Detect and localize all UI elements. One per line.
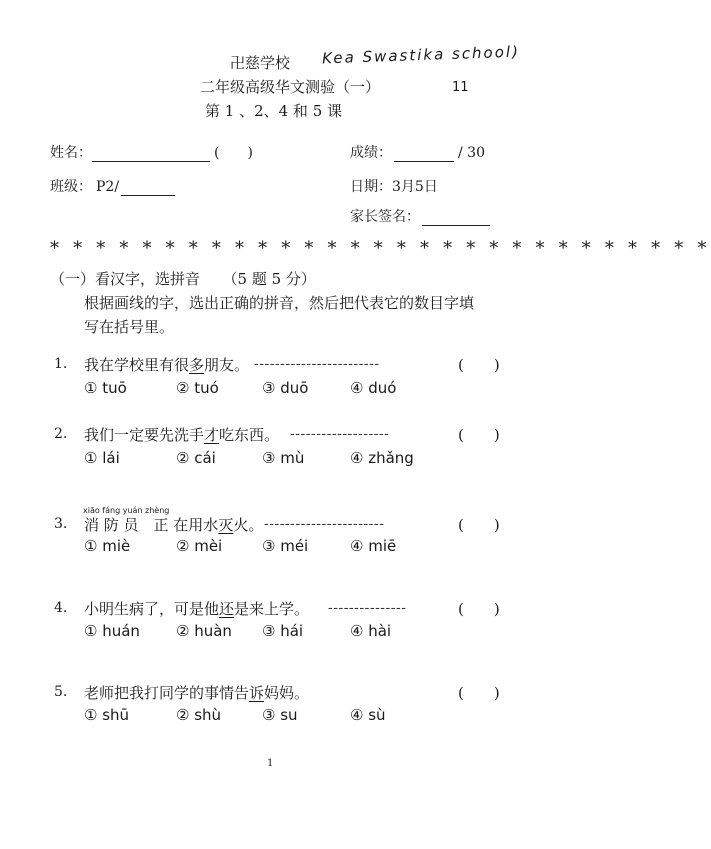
- question-text: 老师把我打同学的事情告诉妈妈。: [84, 684, 310, 702]
- score-label: 成绩：: [350, 145, 392, 161]
- question-text: 消 防 员 正 在用水灭火。: [84, 516, 264, 534]
- target-char: 才: [204, 426, 220, 444]
- class-value: P2/: [96, 179, 120, 195]
- option-4[interactable]: ④ miē: [350, 537, 397, 555]
- option-3[interactable]: ③ su: [262, 706, 298, 724]
- instruction-line-2: 写在括号里。: [84, 318, 175, 336]
- question-text: 我们一定要先洗手才吃东西。: [84, 426, 280, 444]
- test-title: 二年级高级华文测验（一）: [200, 78, 381, 96]
- question-number: 5.: [54, 684, 68, 700]
- answer-paren[interactable]: ( ): [458, 684, 500, 702]
- option-4[interactable]: ④ zhǎng: [350, 449, 414, 467]
- class-blank[interactable]: [121, 181, 175, 196]
- question-text: 我在学校里有很多朋友。: [84, 356, 250, 374]
- option-1[interactable]: ① shū: [84, 706, 130, 724]
- option-2[interactable]: ② huàn: [176, 622, 232, 640]
- name-label: 姓名：: [50, 145, 92, 161]
- parent-blank[interactable]: [422, 211, 490, 226]
- option-4[interactable]: ④ sù: [350, 706, 386, 724]
- question-text: 小明生病了，可是他还是来上学。: [84, 600, 310, 618]
- date-value: 3月5日: [392, 179, 438, 195]
- answer-leader: ------------------------: [254, 356, 380, 372]
- answer-paren[interactable]: ( ): [458, 516, 500, 534]
- name-blank[interactable]: [92, 147, 210, 162]
- question-number: 3.: [54, 516, 68, 532]
- option-2[interactable]: ② mèi: [176, 537, 223, 555]
- answer-leader: -----------------------: [264, 516, 385, 532]
- name-field: [50, 142, 253, 162]
- score-blank[interactable]: [394, 147, 454, 162]
- answer-leader: ---------------: [328, 600, 407, 616]
- question-number: 4.: [54, 600, 68, 616]
- target-char: 多: [189, 356, 205, 374]
- option-1[interactable]: ① tuō: [84, 379, 127, 397]
- target-char: 灭: [218, 516, 234, 534]
- section-title: （一）看汉字，选拼音 （5 题 5 分）: [50, 270, 316, 288]
- score-field: [350, 142, 485, 162]
- question-number: 2.: [54, 426, 68, 442]
- instruction-line-1: 根据画线的字，选出正确的拼音，然后把代表它的数目字填: [84, 294, 475, 312]
- handwritten-note: Kea Swastika school): [321, 42, 521, 68]
- option-1[interactable]: ① huán: [84, 622, 140, 640]
- answer-paren[interactable]: ( ): [458, 600, 500, 618]
- score-total: / 30: [458, 145, 485, 161]
- pinyin-annotation: xiāo fáng yuán zhèng: [83, 506, 170, 515]
- date-label: 日期：: [350, 179, 392, 195]
- question-number: 1.: [54, 356, 68, 372]
- option-4[interactable]: ④ duó: [350, 379, 397, 397]
- answer-paren[interactable]: ( ): [458, 356, 500, 374]
- page-number: 1: [267, 758, 274, 769]
- target-char: 诉: [249, 684, 265, 702]
- option-3[interactable]: ③ duō: [262, 379, 309, 397]
- target-char: 还: [219, 600, 235, 618]
- name-paren: ( ): [214, 145, 253, 161]
- class-field: [50, 176, 175, 196]
- parent-signature-field: [350, 206, 490, 226]
- school-name: 卍慈学校: [230, 54, 291, 72]
- handwritten-mark: 11: [452, 80, 469, 95]
- date-field: [350, 176, 438, 196]
- answer-leader: -------------------: [290, 426, 390, 442]
- option-1[interactable]: ① miè: [84, 537, 131, 555]
- answer-paren[interactable]: ( ): [458, 426, 500, 444]
- option-2[interactable]: ② cái: [176, 449, 216, 467]
- option-2[interactable]: ② tuó: [176, 379, 219, 397]
- option-3[interactable]: ③ mù: [262, 449, 305, 467]
- option-3[interactable]: ③ hái: [262, 622, 304, 640]
- parent-label: 家长签名：: [350, 209, 420, 225]
- option-4[interactable]: ④ hài: [350, 622, 392, 640]
- star-divider: * * * * * * * * * * * * * * * * * * * * * * * * * * * * *: [50, 238, 711, 259]
- option-3[interactable]: ③ méi: [262, 537, 309, 555]
- option-1[interactable]: ① lái: [84, 449, 120, 467]
- class-label: 班级：: [50, 179, 92, 195]
- option-2[interactable]: ② shù: [176, 706, 222, 724]
- lessons-subtitle: 第 1 、2、4 和 5 课: [205, 102, 343, 120]
